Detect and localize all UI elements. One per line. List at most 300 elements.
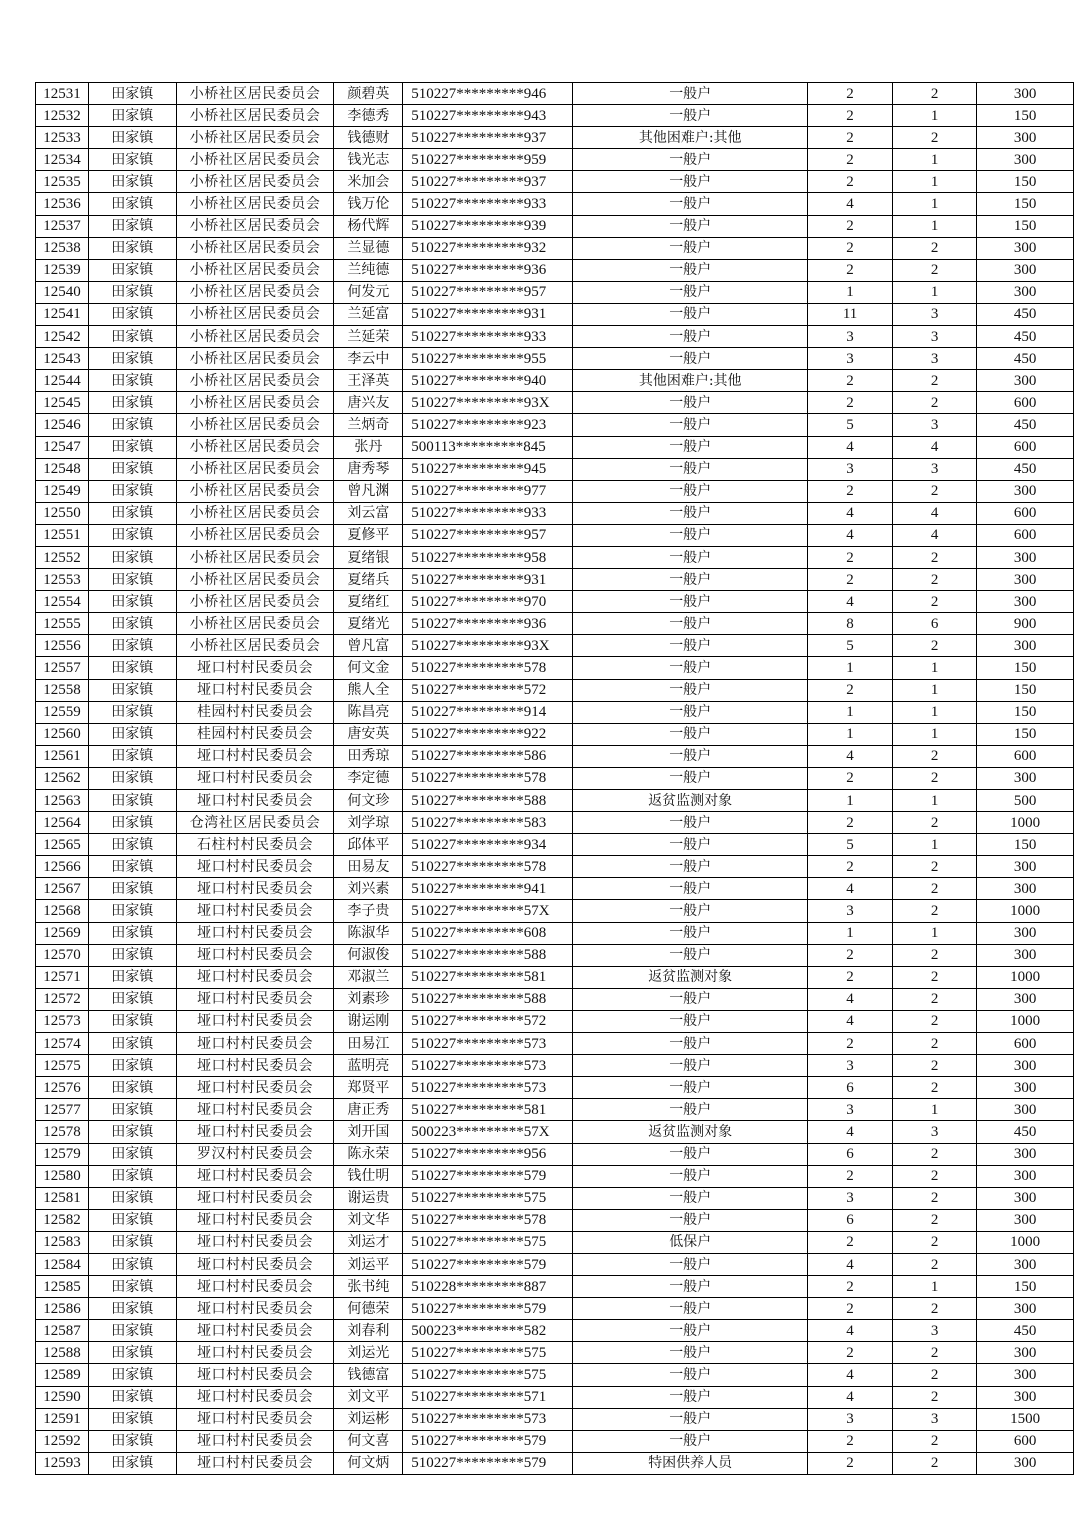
table-row bbox=[36, 502, 1074, 524]
serial-no-cell: 12545 bbox=[36, 392, 89, 414]
name-cell: 刘运才 bbox=[334, 1231, 403, 1253]
committee-cell: 小桥社区居民委员会 bbox=[176, 149, 334, 171]
table-row bbox=[36, 1143, 1074, 1165]
household-size-cell: 2 bbox=[808, 1165, 893, 1187]
household-type-cell: 一般户 bbox=[573, 1386, 808, 1408]
name-cell: 刘开国 bbox=[334, 1121, 403, 1143]
town-cell: 田家镇 bbox=[88, 326, 176, 348]
name-cell: 钱德财 bbox=[334, 127, 403, 149]
household-size-cell: 6 bbox=[808, 1209, 893, 1231]
id-number-cell: 510227*********581 bbox=[403, 966, 573, 988]
amount-cell: 300 bbox=[977, 878, 1074, 900]
name-cell: 刘兴素 bbox=[334, 878, 403, 900]
town-cell: 田家镇 bbox=[88, 281, 176, 303]
household-type-cell: 一般户 bbox=[573, 348, 808, 370]
name-cell: 钱万伦 bbox=[334, 193, 403, 215]
name-cell: 唐秀琴 bbox=[334, 458, 403, 480]
household-type-cell: 一般户 bbox=[573, 701, 808, 723]
id-number-cell: 510227*********583 bbox=[403, 812, 573, 834]
count-cell: 2 bbox=[892, 1055, 977, 1077]
household-type-cell: 一般户 bbox=[573, 1276, 808, 1298]
serial-no-cell: 12537 bbox=[36, 215, 89, 237]
household-size-cell: 2 bbox=[808, 1298, 893, 1320]
amount-cell: 1000 bbox=[977, 966, 1074, 988]
household-size-cell: 4 bbox=[808, 591, 893, 613]
amount-cell: 150 bbox=[977, 193, 1074, 215]
name-cell: 钱光志 bbox=[334, 149, 403, 171]
count-cell: 1 bbox=[892, 1099, 977, 1121]
committee-cell: 垭口村村民委员会 bbox=[176, 1364, 334, 1386]
committee-cell: 小桥社区居民委员会 bbox=[176, 458, 334, 480]
committee-cell: 垭口村村民委员会 bbox=[176, 1033, 334, 1055]
household-type-cell: 一般户 bbox=[573, 1342, 808, 1364]
committee-cell: 垭口村村民委员会 bbox=[176, 1320, 334, 1342]
household-type-cell: 一般户 bbox=[573, 988, 808, 1010]
household-type-cell: 一般户 bbox=[573, 1320, 808, 1342]
id-number-cell: 510227*********956 bbox=[403, 1143, 573, 1165]
serial-no-cell: 12542 bbox=[36, 326, 89, 348]
serial-no-cell: 12561 bbox=[36, 745, 89, 767]
count-cell: 1 bbox=[892, 834, 977, 856]
table-row bbox=[36, 215, 1074, 237]
household-type-cell: 一般户 bbox=[573, 436, 808, 458]
household-size-cell: 1 bbox=[808, 657, 893, 679]
committee-cell: 垭口村村民委员会 bbox=[176, 1276, 334, 1298]
name-cell: 夏绪红 bbox=[334, 591, 403, 613]
committee-cell: 小桥社区居民委员会 bbox=[176, 436, 334, 458]
table-row bbox=[36, 237, 1074, 259]
name-cell: 谢运贵 bbox=[334, 1187, 403, 1209]
household-size-cell: 2 bbox=[808, 966, 893, 988]
count-cell: 4 bbox=[892, 502, 977, 524]
town-cell: 田家镇 bbox=[88, 1187, 176, 1209]
amount-cell: 300 bbox=[977, 259, 1074, 281]
household-type-cell: 一般户 bbox=[573, 193, 808, 215]
town-cell: 田家镇 bbox=[88, 1408, 176, 1430]
household-type-cell: 一般户 bbox=[573, 303, 808, 325]
town-cell: 田家镇 bbox=[88, 1342, 176, 1364]
table-row bbox=[36, 348, 1074, 370]
serial-no-cell: 12547 bbox=[36, 436, 89, 458]
household-size-cell: 4 bbox=[808, 878, 893, 900]
amount-cell: 300 bbox=[977, 1342, 1074, 1364]
amount-cell: 300 bbox=[977, 546, 1074, 568]
count-cell: 2 bbox=[892, 767, 977, 789]
count-cell: 2 bbox=[892, 1386, 977, 1408]
table-row bbox=[36, 834, 1074, 856]
count-cell: 2 bbox=[892, 1231, 977, 1253]
name-cell: 田秀琼 bbox=[334, 745, 403, 767]
id-number-cell: 510227*********575 bbox=[403, 1364, 573, 1386]
committee-cell: 垭口村村民委员会 bbox=[176, 1430, 334, 1452]
amount-cell: 500 bbox=[977, 790, 1074, 812]
count-cell: 3 bbox=[892, 1320, 977, 1342]
name-cell: 夏绪银 bbox=[334, 546, 403, 568]
household-type-cell: 一般户 bbox=[573, 1055, 808, 1077]
committee-cell: 垭口村村民委员会 bbox=[176, 1298, 334, 1320]
household-type-cell: 一般户 bbox=[573, 1408, 808, 1430]
household-type-cell: 一般户 bbox=[573, 524, 808, 546]
id-number-cell: 510227*********970 bbox=[403, 591, 573, 613]
name-cell: 邓淑兰 bbox=[334, 966, 403, 988]
serial-no-cell: 12575 bbox=[36, 1055, 89, 1077]
id-number-cell: 510227*********932 bbox=[403, 237, 573, 259]
amount-cell: 600 bbox=[977, 745, 1074, 767]
town-cell: 田家镇 bbox=[88, 878, 176, 900]
serial-no-cell: 12585 bbox=[36, 1276, 89, 1298]
town-cell: 田家镇 bbox=[88, 348, 176, 370]
amount-cell: 450 bbox=[977, 458, 1074, 480]
id-number-cell: 510227*********946 bbox=[403, 83, 573, 105]
amount-cell: 150 bbox=[977, 723, 1074, 745]
committee-cell: 小桥社区居民委员会 bbox=[176, 569, 334, 591]
committee-cell: 小桥社区居民委员会 bbox=[176, 414, 334, 436]
amount-cell: 1000 bbox=[977, 1010, 1074, 1032]
name-cell: 何文喜 bbox=[334, 1430, 403, 1452]
name-cell: 郑贤平 bbox=[334, 1077, 403, 1099]
amount-cell: 1000 bbox=[977, 900, 1074, 922]
table-row bbox=[36, 1187, 1074, 1209]
amount-cell: 300 bbox=[977, 281, 1074, 303]
name-cell: 张丹 bbox=[334, 436, 403, 458]
town-cell: 田家镇 bbox=[88, 922, 176, 944]
table-row bbox=[36, 458, 1074, 480]
committee-cell: 小桥社区居民委员会 bbox=[176, 635, 334, 657]
household-size-cell: 2 bbox=[808, 1276, 893, 1298]
table-row bbox=[36, 1386, 1074, 1408]
household-size-cell: 4 bbox=[808, 1253, 893, 1275]
id-number-cell: 510227*********588 bbox=[403, 790, 573, 812]
town-cell: 田家镇 bbox=[88, 105, 176, 127]
table-row bbox=[36, 613, 1074, 635]
table-row bbox=[36, 1121, 1074, 1143]
household-size-cell: 2 bbox=[808, 1342, 893, 1364]
id-number-cell: 510227*********943 bbox=[403, 105, 573, 127]
household-size-cell: 2 bbox=[808, 392, 893, 414]
household-size-cell: 2 bbox=[808, 259, 893, 281]
count-cell: 4 bbox=[892, 436, 977, 458]
table-row bbox=[36, 171, 1074, 193]
name-cell: 刘素珍 bbox=[334, 988, 403, 1010]
serial-no-cell: 12564 bbox=[36, 812, 89, 834]
town-cell: 田家镇 bbox=[88, 392, 176, 414]
table-row bbox=[36, 414, 1074, 436]
committee-cell: 垭口村村民委员会 bbox=[176, 988, 334, 1010]
town-cell: 田家镇 bbox=[88, 127, 176, 149]
household-type-cell: 一般户 bbox=[573, 215, 808, 237]
household-type-cell: 一般户 bbox=[573, 1099, 808, 1121]
household-size-cell: 2 bbox=[808, 1231, 893, 1253]
town-cell: 田家镇 bbox=[88, 856, 176, 878]
amount-cell: 450 bbox=[977, 1121, 1074, 1143]
committee-cell: 小桥社区居民委员会 bbox=[176, 127, 334, 149]
household-size-cell: 5 bbox=[808, 635, 893, 657]
amount-cell: 600 bbox=[977, 524, 1074, 546]
count-cell: 2 bbox=[892, 1187, 977, 1209]
town-cell: 田家镇 bbox=[88, 215, 176, 237]
count-cell: 2 bbox=[892, 1143, 977, 1165]
serial-no-cell: 12571 bbox=[36, 966, 89, 988]
serial-no-cell: 12553 bbox=[36, 569, 89, 591]
id-number-cell: 510227*********959 bbox=[403, 149, 573, 171]
table-row bbox=[36, 1408, 1074, 1430]
town-cell: 田家镇 bbox=[88, 259, 176, 281]
id-number-cell: 510227*********957 bbox=[403, 281, 573, 303]
committee-cell: 垭口村村民委员会 bbox=[176, 1386, 334, 1408]
amount-cell: 150 bbox=[977, 215, 1074, 237]
id-number-cell: 510227*********934 bbox=[403, 834, 573, 856]
amount-cell: 300 bbox=[977, 1143, 1074, 1165]
table-row bbox=[36, 193, 1074, 215]
household-type-cell: 一般户 bbox=[573, 326, 808, 348]
amount-cell: 1000 bbox=[977, 1231, 1074, 1253]
amount-cell: 450 bbox=[977, 326, 1074, 348]
household-type-cell: 特困供养人员 bbox=[573, 1452, 808, 1474]
table-row bbox=[36, 900, 1074, 922]
amount-cell: 300 bbox=[977, 944, 1074, 966]
amount-cell: 300 bbox=[977, 569, 1074, 591]
id-number-cell: 510227*********977 bbox=[403, 480, 573, 502]
id-number-cell: 510227*********575 bbox=[403, 1342, 573, 1364]
count-cell: 3 bbox=[892, 348, 977, 370]
committee-cell: 垭口村村民委员会 bbox=[176, 1077, 334, 1099]
serial-no-cell: 12548 bbox=[36, 458, 89, 480]
amount-cell: 300 bbox=[977, 1077, 1074, 1099]
town-cell: 田家镇 bbox=[88, 458, 176, 480]
household-size-cell: 2 bbox=[808, 1452, 893, 1474]
town-cell: 田家镇 bbox=[88, 745, 176, 767]
count-cell: 3 bbox=[892, 326, 977, 348]
table-row bbox=[36, 1165, 1074, 1187]
serial-no-cell: 12565 bbox=[36, 834, 89, 856]
household-size-cell: 3 bbox=[808, 1055, 893, 1077]
count-cell: 2 bbox=[892, 591, 977, 613]
name-cell: 王泽英 bbox=[334, 370, 403, 392]
table-row bbox=[36, 436, 1074, 458]
name-cell: 何文珍 bbox=[334, 790, 403, 812]
household-size-cell: 3 bbox=[808, 348, 893, 370]
table-row bbox=[36, 1055, 1074, 1077]
table-row bbox=[36, 1342, 1074, 1364]
household-size-cell: 8 bbox=[808, 613, 893, 635]
household-type-cell: 一般户 bbox=[573, 922, 808, 944]
amount-cell: 900 bbox=[977, 613, 1074, 635]
town-cell: 田家镇 bbox=[88, 1121, 176, 1143]
count-cell: 1 bbox=[892, 281, 977, 303]
town-cell: 田家镇 bbox=[88, 237, 176, 259]
amount-cell: 600 bbox=[977, 502, 1074, 524]
household-type-cell: 一般户 bbox=[573, 458, 808, 480]
name-cell: 蓝明亮 bbox=[334, 1055, 403, 1077]
name-cell: 何淑俊 bbox=[334, 944, 403, 966]
serial-no-cell: 12550 bbox=[36, 502, 89, 524]
name-cell: 张书纯 bbox=[334, 1276, 403, 1298]
household-type-cell: 一般户 bbox=[573, 745, 808, 767]
household-type-cell: 一般户 bbox=[573, 657, 808, 679]
committee-cell: 小桥社区居民委员会 bbox=[176, 370, 334, 392]
serial-no-cell: 12576 bbox=[36, 1077, 89, 1099]
household-type-cell: 一般户 bbox=[573, 414, 808, 436]
name-cell: 刘运平 bbox=[334, 1253, 403, 1275]
household-size-cell: 5 bbox=[808, 834, 893, 856]
amount-cell: 150 bbox=[977, 657, 1074, 679]
committee-cell: 罗汉村村民委员会 bbox=[176, 1143, 334, 1165]
count-cell: 2 bbox=[892, 370, 977, 392]
town-cell: 田家镇 bbox=[88, 812, 176, 834]
household-size-cell: 2 bbox=[808, 856, 893, 878]
committee-cell: 小桥社区居民委员会 bbox=[176, 215, 334, 237]
household-size-cell: 2 bbox=[808, 767, 893, 789]
household-type-cell: 一般户 bbox=[573, 1033, 808, 1055]
serial-no-cell: 12581 bbox=[36, 1187, 89, 1209]
household-type-cell: 一般户 bbox=[573, 944, 808, 966]
amount-cell: 300 bbox=[977, 1452, 1074, 1474]
serial-no-cell: 12586 bbox=[36, 1298, 89, 1320]
serial-no-cell: 12539 bbox=[36, 259, 89, 281]
amount-cell: 300 bbox=[977, 922, 1074, 944]
household-type-cell: 返贫监测对象 bbox=[573, 1121, 808, 1143]
serial-no-cell: 12579 bbox=[36, 1143, 89, 1165]
amount-cell: 600 bbox=[977, 1033, 1074, 1055]
id-number-cell: 500223*********582 bbox=[403, 1320, 573, 1342]
id-number-cell: 510227*********93X bbox=[403, 392, 573, 414]
household-type-cell: 低保户 bbox=[573, 1231, 808, 1253]
committee-cell: 小桥社区居民委员会 bbox=[176, 237, 334, 259]
household-type-cell: 一般户 bbox=[573, 569, 808, 591]
town-cell: 田家镇 bbox=[88, 657, 176, 679]
count-cell: 1 bbox=[892, 657, 977, 679]
committee-cell: 桂园村村民委员会 bbox=[176, 723, 334, 745]
committee-cell: 垭口村村民委员会 bbox=[176, 1342, 334, 1364]
count-cell: 2 bbox=[892, 1452, 977, 1474]
id-number-cell: 510227*********579 bbox=[403, 1298, 573, 1320]
id-number-cell: 510227*********579 bbox=[403, 1165, 573, 1187]
committee-cell: 小桥社区居民委员会 bbox=[176, 546, 334, 568]
household-type-cell: 一般户 bbox=[573, 878, 808, 900]
serial-no-cell: 12535 bbox=[36, 171, 89, 193]
amount-cell: 300 bbox=[977, 370, 1074, 392]
count-cell: 2 bbox=[892, 259, 977, 281]
household-type-cell: 一般户 bbox=[573, 900, 808, 922]
household-type-cell: 一般户 bbox=[573, 259, 808, 281]
serial-no-cell: 12555 bbox=[36, 613, 89, 635]
id-number-cell: 510227*********93X bbox=[403, 635, 573, 657]
committee-cell: 垭口村村民委员会 bbox=[176, 1452, 334, 1474]
amount-cell: 450 bbox=[977, 303, 1074, 325]
name-cell: 何文金 bbox=[334, 657, 403, 679]
table-row bbox=[36, 701, 1074, 723]
committee-cell: 垭口村村民委员会 bbox=[176, 1408, 334, 1430]
town-cell: 田家镇 bbox=[88, 524, 176, 546]
committee-cell: 垭口村村民委员会 bbox=[176, 966, 334, 988]
amount-cell: 150 bbox=[977, 701, 1074, 723]
table-row bbox=[36, 922, 1074, 944]
household-size-cell: 2 bbox=[808, 569, 893, 591]
count-cell: 2 bbox=[892, 878, 977, 900]
town-cell: 田家镇 bbox=[88, 1452, 176, 1474]
count-cell: 2 bbox=[892, 635, 977, 657]
serial-no-cell: 12551 bbox=[36, 524, 89, 546]
household-type-cell: 一般户 bbox=[573, 502, 808, 524]
household-type-cell: 一般户 bbox=[573, 1187, 808, 1209]
serial-no-cell: 12584 bbox=[36, 1253, 89, 1275]
name-cell: 何德荣 bbox=[334, 1298, 403, 1320]
count-cell: 1 bbox=[892, 701, 977, 723]
serial-no-cell: 12580 bbox=[36, 1165, 89, 1187]
count-cell: 3 bbox=[892, 414, 977, 436]
serial-no-cell: 12546 bbox=[36, 414, 89, 436]
serial-no-cell: 12589 bbox=[36, 1364, 89, 1386]
committee-cell: 小桥社区居民委员会 bbox=[176, 83, 334, 105]
table-row bbox=[36, 1231, 1074, 1253]
household-size-cell: 3 bbox=[808, 1187, 893, 1209]
table-row bbox=[36, 1253, 1074, 1275]
amount-cell: 1000 bbox=[977, 812, 1074, 834]
town-cell: 田家镇 bbox=[88, 370, 176, 392]
committee-cell: 小桥社区居民委员会 bbox=[176, 281, 334, 303]
id-number-cell: 510227*********586 bbox=[403, 745, 573, 767]
count-cell: 1 bbox=[892, 171, 977, 193]
amount-cell: 300 bbox=[977, 127, 1074, 149]
town-cell: 田家镇 bbox=[88, 303, 176, 325]
serial-no-cell: 12587 bbox=[36, 1320, 89, 1342]
table-row bbox=[36, 370, 1074, 392]
town-cell: 田家镇 bbox=[88, 1364, 176, 1386]
household-size-cell: 2 bbox=[808, 944, 893, 966]
name-cell: 曾凡渊 bbox=[334, 480, 403, 502]
table-row bbox=[36, 1209, 1074, 1231]
committee-cell: 小桥社区居民委员会 bbox=[176, 348, 334, 370]
table-row bbox=[36, 105, 1074, 127]
serial-no-cell: 12578 bbox=[36, 1121, 89, 1143]
table-row bbox=[36, 392, 1074, 414]
table-row bbox=[36, 1320, 1074, 1342]
household-size-cell: 1 bbox=[808, 701, 893, 723]
count-cell: 2 bbox=[892, 1342, 977, 1364]
committee-cell: 小桥社区居民委员会 bbox=[176, 502, 334, 524]
town-cell: 田家镇 bbox=[88, 480, 176, 502]
committee-cell: 垭口村村民委员会 bbox=[176, 900, 334, 922]
count-cell: 2 bbox=[892, 237, 977, 259]
serial-no-cell: 12582 bbox=[36, 1209, 89, 1231]
table-row bbox=[36, 988, 1074, 1010]
household-size-cell: 6 bbox=[808, 1077, 893, 1099]
committee-cell: 垭口村村民委员会 bbox=[176, 1055, 334, 1077]
serial-no-cell: 12567 bbox=[36, 878, 89, 900]
household-type-cell: 一般户 bbox=[573, 392, 808, 414]
table-row bbox=[36, 1033, 1074, 1055]
town-cell: 田家镇 bbox=[88, 1320, 176, 1342]
id-number-cell: 510227*********955 bbox=[403, 348, 573, 370]
table-row bbox=[36, 1077, 1074, 1099]
count-cell: 2 bbox=[892, 1010, 977, 1032]
name-cell: 刘云富 bbox=[334, 502, 403, 524]
amount-cell: 300 bbox=[977, 1165, 1074, 1187]
committee-cell: 垭口村村民委员会 bbox=[176, 767, 334, 789]
name-cell: 唐兴友 bbox=[334, 392, 403, 414]
household-size-cell: 2 bbox=[808, 480, 893, 502]
name-cell: 陈昌亮 bbox=[334, 701, 403, 723]
name-cell: 兰纯德 bbox=[334, 259, 403, 281]
id-number-cell: 510227*********936 bbox=[403, 259, 573, 281]
id-number-cell: 510227*********571 bbox=[403, 1386, 573, 1408]
serial-no-cell: 12549 bbox=[36, 480, 89, 502]
id-number-cell: 510227*********575 bbox=[403, 1231, 573, 1253]
amount-cell: 300 bbox=[977, 1187, 1074, 1209]
count-cell: 2 bbox=[892, 480, 977, 502]
household-type-cell: 一般户 bbox=[573, 723, 808, 745]
id-number-cell: 510227*********931 bbox=[403, 303, 573, 325]
